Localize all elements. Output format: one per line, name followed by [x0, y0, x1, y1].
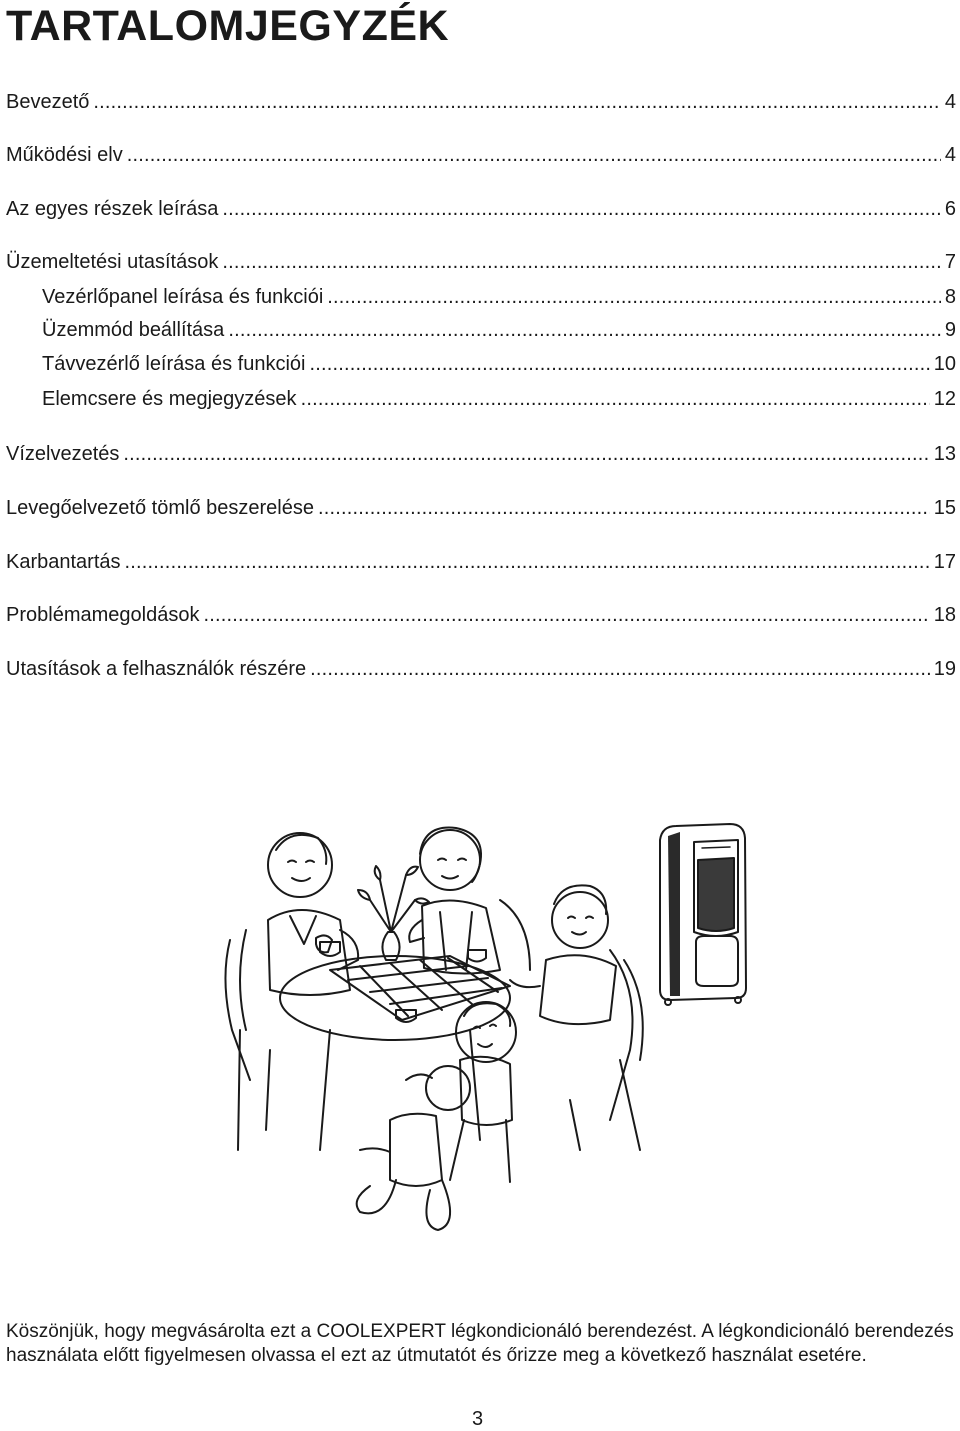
- toc-label: Üzemmód beállítása: [42, 319, 225, 341]
- toc-page: 8: [944, 286, 956, 308]
- toc-leader-dots: [310, 657, 930, 681]
- toc-page: 18: [933, 604, 956, 626]
- intro-paragraph: Köszönjük, hogy megvásárolta ezt a COOLEXPERT légkondicionáló berendezést. A légkondicionáló berendezés használata előtt figyelmesen olvassa el ezt az útmutatót és őrizze meg a következő használat esetére.: [6, 1321, 954, 1366]
- toc-leader-dots: [203, 603, 929, 627]
- toc-leader-dots: [222, 197, 941, 221]
- toc-leader-dots: [222, 250, 941, 274]
- table-drawing: [280, 956, 510, 1150]
- toc-label: Az egyes részek leírása: [6, 198, 219, 220]
- toc-entry: [6, 550, 956, 574]
- toc-label: Problémamegoldások: [6, 604, 200, 626]
- toc-page: 4: [944, 144, 956, 166]
- toc-leader-dots: [318, 496, 930, 520]
- toc-leader-dots: [228, 318, 941, 342]
- toc-page: 10: [933, 353, 956, 375]
- toc-subentry: [42, 285, 956, 309]
- toc-entry: [6, 90, 956, 114]
- toc-entry: [6, 496, 956, 520]
- toc-page: 9: [944, 319, 956, 341]
- toc-label: Levegőelvezető tömlő beszerelése: [6, 497, 314, 519]
- toc-page: 6: [944, 198, 956, 220]
- toc-subentry: [42, 352, 956, 376]
- page-number: 3: [472, 1408, 484, 1430]
- toc-page: 15: [933, 497, 956, 519]
- toc-label: Üzemeltetési utasítások: [6, 251, 219, 273]
- toc-label: Bevezető: [6, 91, 90, 113]
- toc-label: Vízelvezetés: [6, 443, 120, 465]
- father-figure-drawing: [268, 833, 358, 995]
- toc-entry: [6, 657, 956, 681]
- toc-page: 4: [944, 91, 956, 113]
- toc-leader-dots: [327, 285, 941, 309]
- family-table-illustration: [210, 820, 755, 1245]
- toc-leader-dots: [93, 90, 940, 114]
- toc-label: Távvezérlő leírása és funkciói: [42, 353, 306, 375]
- vase-plant-drawing: [358, 866, 429, 960]
- toc-label: Karbantartás: [6, 551, 121, 573]
- toc-subentry: [42, 387, 956, 411]
- toc-page: 19: [933, 658, 956, 680]
- toc-subentry: [42, 318, 956, 342]
- toc-leader-dots: [309, 352, 929, 376]
- toc-leader-dots: [123, 442, 929, 466]
- air-conditioner-drawing: [660, 824, 746, 1005]
- boy-figure-drawing: [510, 885, 616, 1024]
- toc-label: Működési elv: [6, 144, 123, 166]
- baby-figure-drawing: [450, 1002, 516, 1182]
- toc-label: Vezérlőpanel leírása és funkciói: [42, 286, 324, 308]
- page-title: TARTALOMJEGYZÉK: [6, 2, 450, 50]
- toc-entry: [6, 603, 956, 627]
- toc-page: 13: [933, 443, 956, 465]
- toc-entry: [6, 197, 956, 221]
- toc-entry: [6, 442, 956, 466]
- toc-leader-dots: [301, 387, 930, 411]
- toc-leader-dots: [125, 550, 930, 574]
- teddy-bear-drawing: [357, 1066, 470, 1230]
- toc-page: 7: [944, 251, 956, 273]
- toc-page: 12: [933, 388, 956, 410]
- toc-label: Utasítások a felhasználók részére: [6, 658, 307, 680]
- toc-entry: [6, 143, 956, 167]
- toc-label: Elemcsere és megjegyzések: [42, 388, 297, 410]
- toc-leader-dots: [127, 143, 941, 167]
- toc-entry: [6, 250, 956, 274]
- toc-page: 17: [933, 551, 956, 573]
